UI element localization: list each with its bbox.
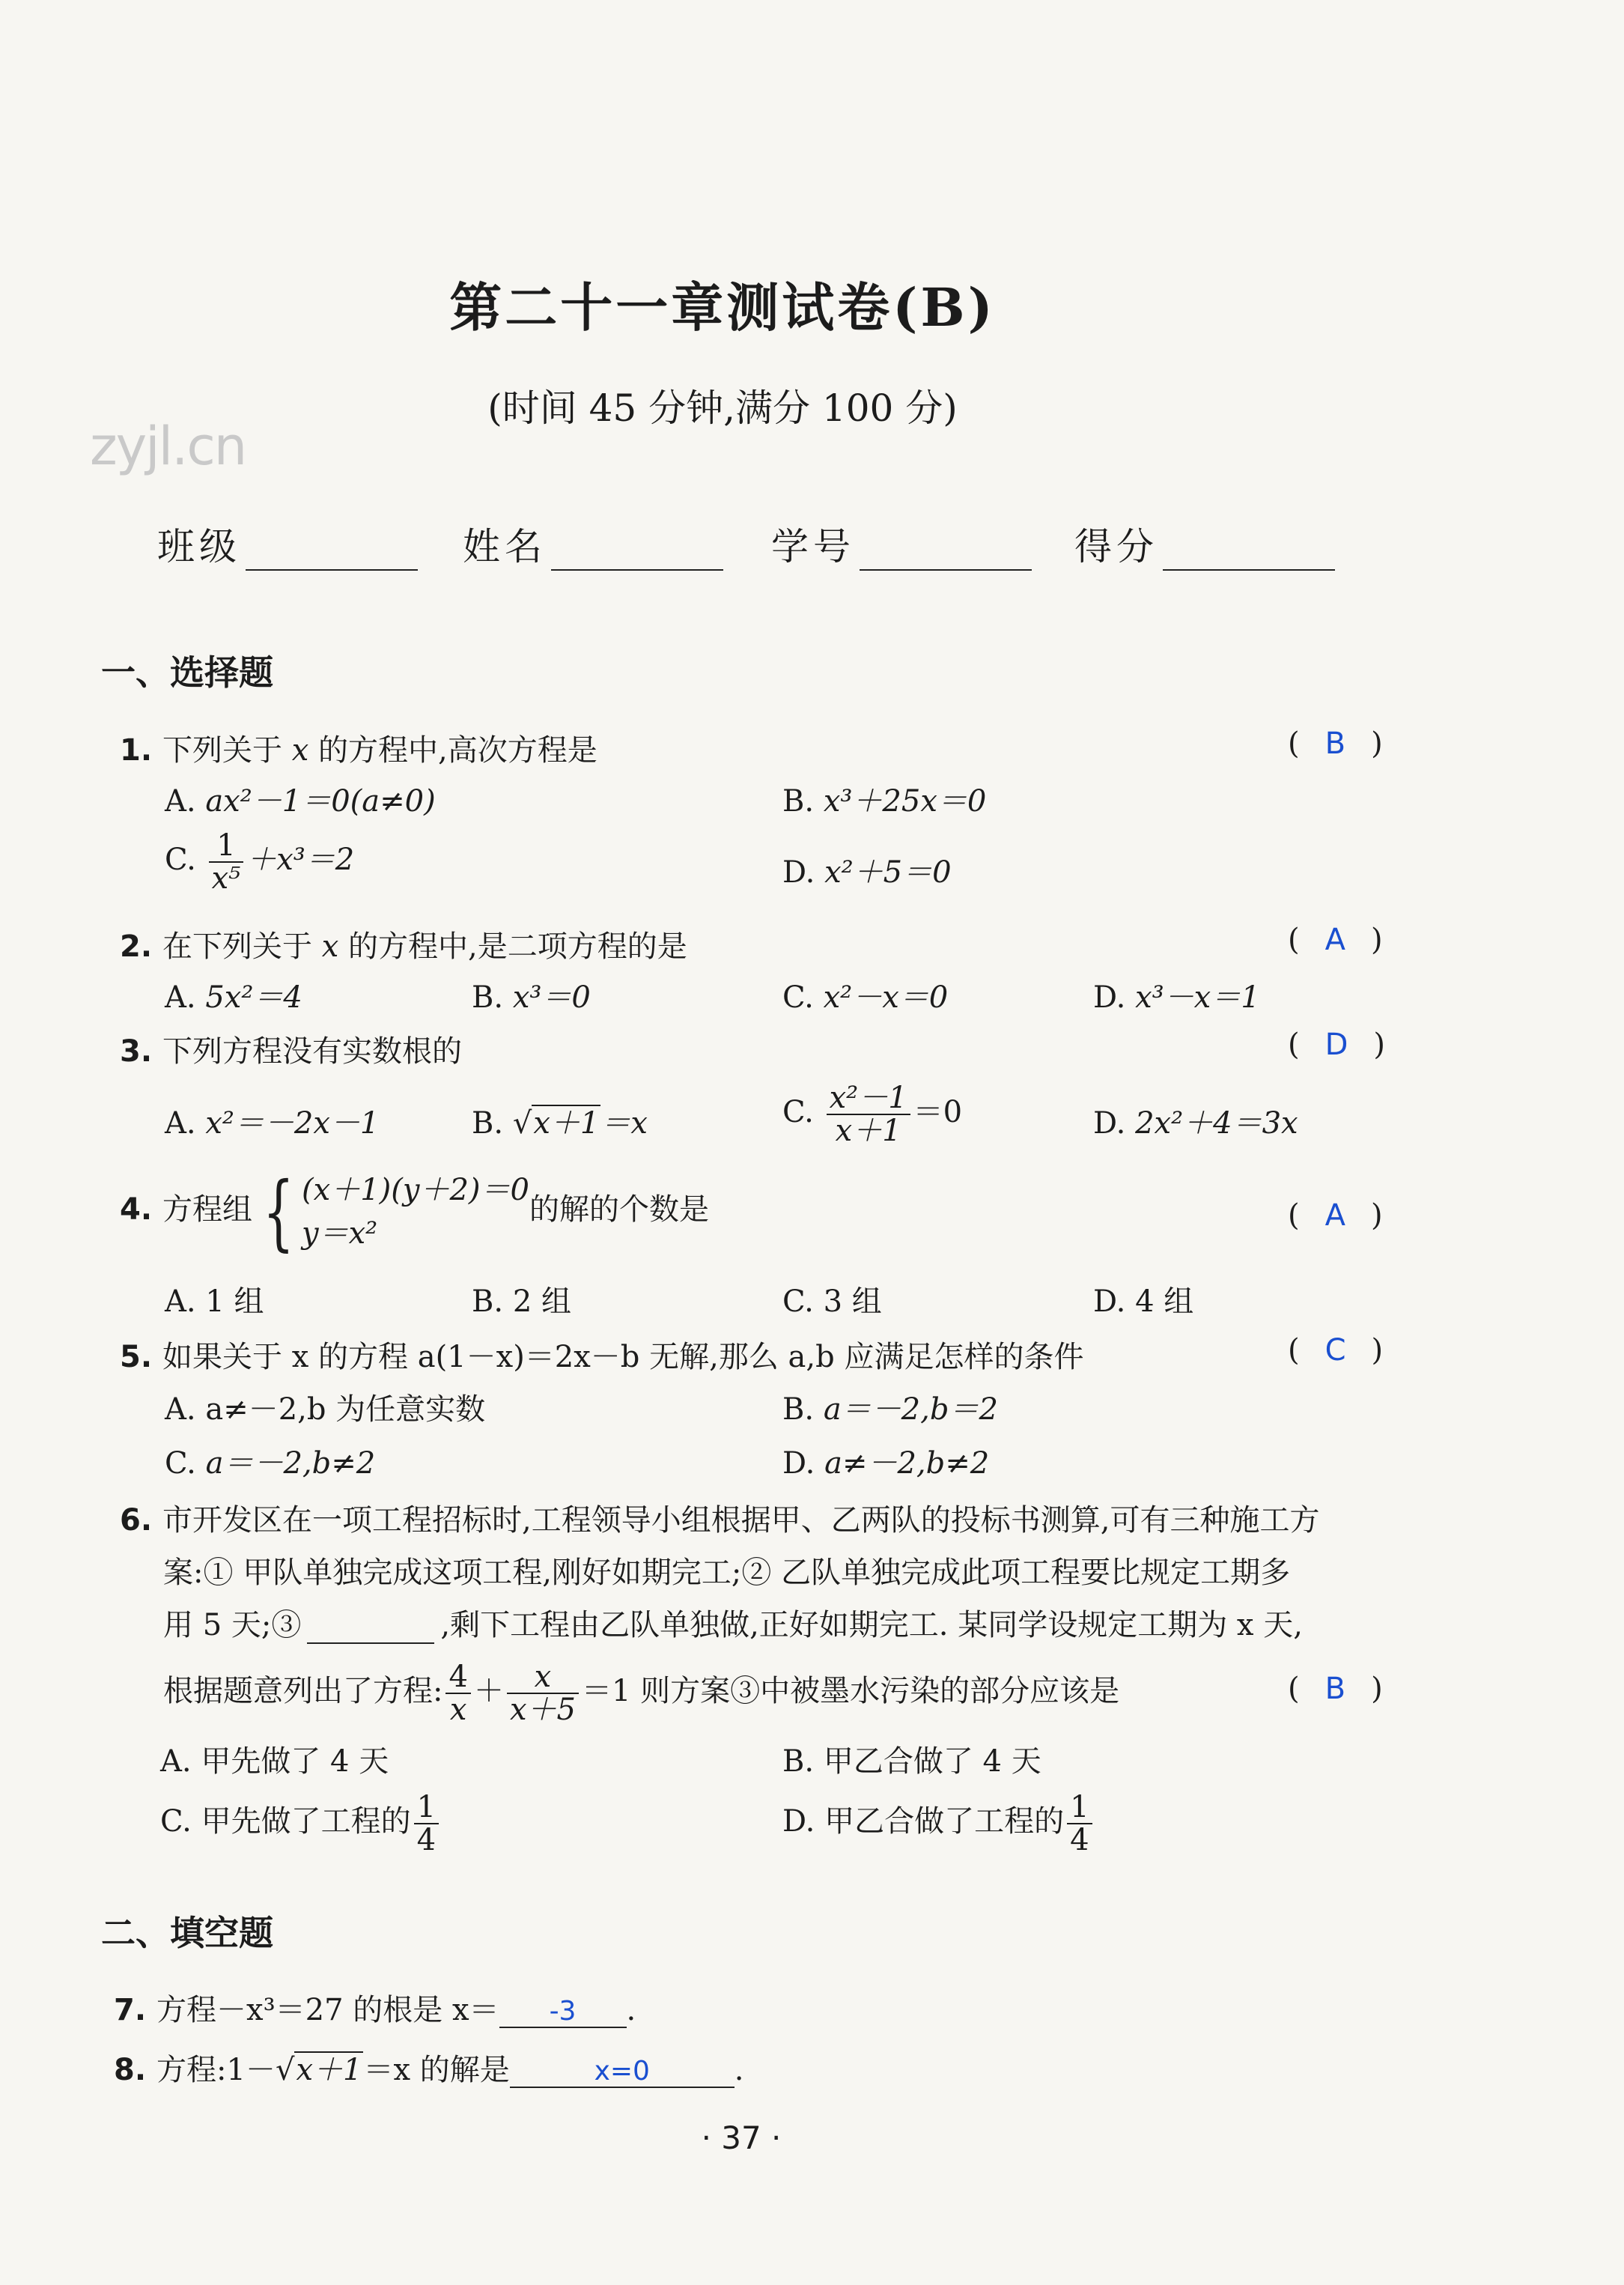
question-3-option-d: D. 2x²＋4＝3x — [1093, 1106, 1298, 1141]
question-1-option-c: C. $\frac{1}{\text{x⁵}}$ ＋x³＝2 — [165, 828, 355, 896]
section-choice: 一、选择题 — [101, 652, 273, 693]
question-4-option-a: A. 1 组 — [165, 1284, 264, 1319]
question-2-option-d: D. x³－x＝1 — [1093, 980, 1260, 1015]
question-6-line-4: 根据题意列出了方程: $\frac{4}{x}$ ＋ $\frac{x}{x+5}$ ＝1 则方案③中被墨水污染的部分应该是 — [163, 1660, 1120, 1727]
question-8-answer-blank[interactable]: x=0 — [510, 2056, 735, 2088]
question-5-answer: ( C ) — [1288, 1333, 1384, 1368]
question-6-option-a: A. 甲先做了 4 天 — [160, 1744, 389, 1779]
question-5-option-a: A. a≠－2,b 为任意实数 — [165, 1392, 486, 1427]
question-6-option-b: B. 甲乙合做了 4 天 — [782, 1744, 1041, 1779]
question-1-option-d: D. x²＋5＝0 — [782, 855, 952, 890]
question-5-option-c: C. a＝－2,b≠2 — [165, 1446, 376, 1481]
question-5-option-d: D. a≠－2,b≠2 — [782, 1446, 990, 1481]
question-2-option-a: A. 5x²＝4 — [165, 980, 302, 1015]
page-subtitle: (时间 45 分钟,满分 100 分) — [487, 386, 958, 430]
page-number: · 37 · — [701, 2119, 782, 2156]
question-4-option-d: D. 4 组 — [1093, 1284, 1194, 1319]
question-7: 7. 方程－x³＝27 的根是 x＝ -3 . — [114, 1993, 636, 2027]
question-2-option-c: C. x²－x＝0 — [782, 980, 949, 1015]
field-class[interactable] — [157, 517, 418, 571]
field-name-label: 姓名 — [463, 525, 547, 568]
question-6-answer: ( B ) — [1288, 1672, 1383, 1706]
question-5-stem: 5. 如果关于 x 的方程 a(1－x)＝2x－b 无解,那么 a,b 应满足怎样的条件 — [120, 1340, 1084, 1374]
field-score-label: 得分 — [1074, 525, 1158, 568]
field-student-id-label: 学号 — [771, 525, 855, 568]
field-score-blank[interactable] — [1163, 533, 1335, 571]
question-1-option-a: A. ax²－1＝0(a≠0) — [165, 784, 436, 819]
question-4-option-c: C. 3 组 — [782, 1284, 882, 1319]
question-2-answer: ( A ) — [1288, 923, 1383, 957]
question-1-option-b: B. x³＋25x＝0 — [782, 784, 987, 819]
section-fill: 二、填空题 — [101, 1913, 273, 1953]
question-6-option-d: D. 甲乙合做了工程的 $\frac{1}{4}$ — [782, 1791, 1095, 1856]
question-3-option-a: A. x²＝－2x－1 — [165, 1106, 380, 1141]
question-3-option-b: B. √x＋1＝x — [472, 1106, 648, 1141]
question-1-answer: ( B ) — [1288, 726, 1383, 761]
field-name[interactable] — [463, 517, 723, 571]
question-8: 8. 方程:1－√x＋1＝x 的解是 x=0 . — [114, 2053, 744, 2087]
question-2-stem: 2. 在下列关于 x 的方程中,是二项方程的是 — [120, 929, 687, 964]
ink-blank — [307, 1612, 434, 1644]
question-6-line-1: 6. 市开发区在一项工程招标时,工程领导小组根据甲、乙两队的投标书测算,可有三种施工方 — [120, 1503, 1320, 1538]
question-2-option-b: B. x³＝0 — [472, 980, 591, 1015]
question-4-stem: 4. 方程组 { (x＋1)(y＋2)＝0 y＝x² 的解的个数是 — [120, 1164, 709, 1260]
question-6-line-2: 案:① 甲队单独完成这项工程,刚好如期完工;② 乙队单独完成此项工程要比规定工期多 — [163, 1556, 1291, 1590]
page-title: 第二十一章测试卷(B) — [449, 276, 996, 339]
question-3-option-c: C. $\frac{\text{x²－1}}{x+1}$ ＝0 — [782, 1081, 963, 1148]
question-6-option-c: C. 甲先做了工程的 $\frac{1}{4}$ — [160, 1791, 442, 1856]
field-student-id-blank[interactable] — [860, 533, 1032, 571]
field-class-label: 班级 — [157, 525, 241, 568]
question-1-stem: 1. 下列关于 x 的方程中,高次方程是 — [120, 733, 597, 768]
question-4-option-b: B. 2 组 — [472, 1284, 571, 1319]
question-3-stem: 3. 下列方程没有实数根的 — [120, 1034, 463, 1069]
question-6-line-3: 用 5 天;③ ,剩下工程由乙队单独做,正好如期完工. 某同学设规定工期为 x 天, — [163, 1608, 1303, 1642]
field-class-blank[interactable] — [246, 533, 418, 571]
field-score[interactable] — [1074, 517, 1335, 571]
question-3-answer: ( D ) — [1288, 1028, 1386, 1062]
field-student-id[interactable] — [771, 517, 1032, 571]
question-5-option-b: B. a＝－2,b＝2 — [782, 1392, 998, 1427]
watermark: zyjl.cn — [90, 416, 246, 477]
field-name-blank[interactable] — [551, 533, 723, 571]
question-7-answer-blank[interactable]: -3 — [499, 1996, 627, 2028]
question-4-answer: ( A ) — [1288, 1198, 1383, 1233]
brace-icon: { — [263, 1164, 295, 1260]
